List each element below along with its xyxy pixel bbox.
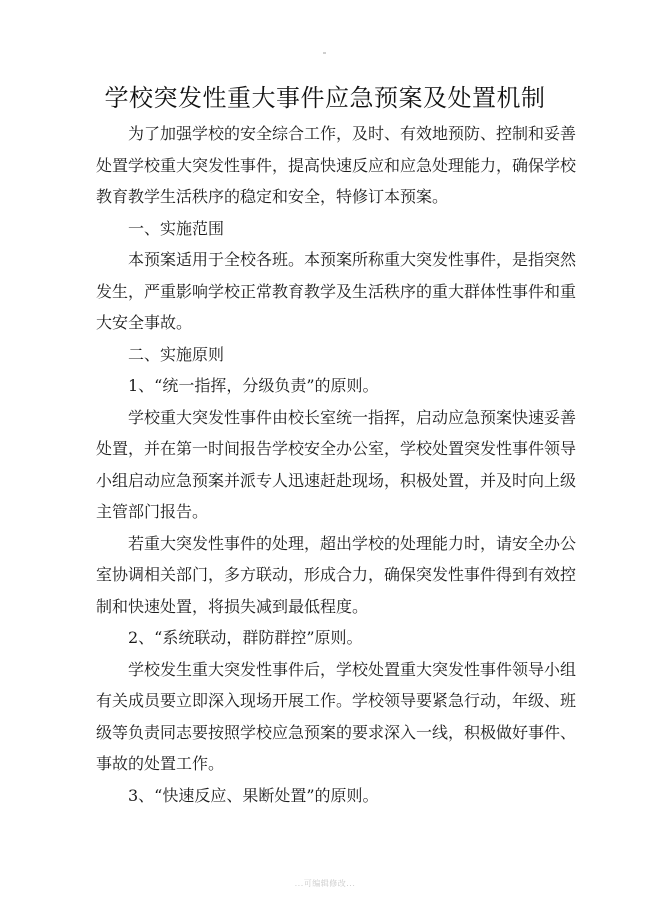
body-line: 3、“快速反应、果断处置”的原则。 — [128, 785, 379, 805]
body-line: 大安全事故。 — [96, 313, 193, 332]
body-line: 为了加强学校的安全综合工作，及时、有效地预防、控制和妥善 — [128, 124, 577, 143]
body-line: 室协调相关部门，多方联动，形成合力，确保突发性事件得到有效控 — [96, 565, 577, 584]
body-line: 二、实施原则 — [128, 344, 225, 364]
body-line: 学校发生重大突发性事件后，学校处置重大突发性事件领导小组 — [128, 659, 577, 679]
page-footer: ...可编辑修改... — [294, 879, 356, 888]
body-line: 有关成员要立即深入现场开展工作。学校领导要紧急行动，年级、班 — [96, 691, 577, 710]
body-line: 一、实施范围 — [128, 218, 225, 238]
document-body — [96, 118, 577, 811]
body-line: 学校重大突发性事件由校长室统一指挥，启动应急预案快速妥善 — [128, 407, 577, 427]
body-line: 处置学校重大突发性事件，提高快速反应和应急处理能力，确保学校 — [96, 155, 577, 175]
body-line: 级等负责同志要按照学校应急预案的要求深入一线，积极做好事件、 — [96, 722, 577, 742]
body-line: 1、“统一指挥，分级负责”的原则。 — [128, 376, 379, 395]
body-line: 主管部门报告。 — [96, 502, 209, 521]
body-line: 处置，并在第一时间报告学校安全办公室，学校处置突发性事件领导 — [96, 439, 577, 458]
body-line: 2、“系统联动，群防群控”原则。 — [128, 628, 363, 647]
body-line: 小组启动应急预案并派专人迅速赶赴现场，积极处置，并及时向上级 — [96, 470, 577, 490]
body-line: 事故的处置工作。 — [96, 754, 225, 773]
body-line: 若重大突发性事件的处理，超出学校的处理能力时，请安全办公 — [128, 533, 577, 553]
body-line: 教育教学生活秩序的稳定和安全，特修订本预案。 — [96, 187, 449, 206]
body-line: 本预案适用于全校各班。本预案所称重大突发性事件，是指突然 — [128, 250, 577, 269]
body-line: 制和快速处置，将损失减到最低程度。 — [96, 596, 369, 616]
body-line: 发生，严重影响学校正常教育教学及生活秩序的重大群体性事件和重 — [96, 281, 577, 301]
document-title: 学校突发性重大事件应急预案及处置机制 — [104, 84, 546, 112]
header-mark — [323, 52, 326, 54]
